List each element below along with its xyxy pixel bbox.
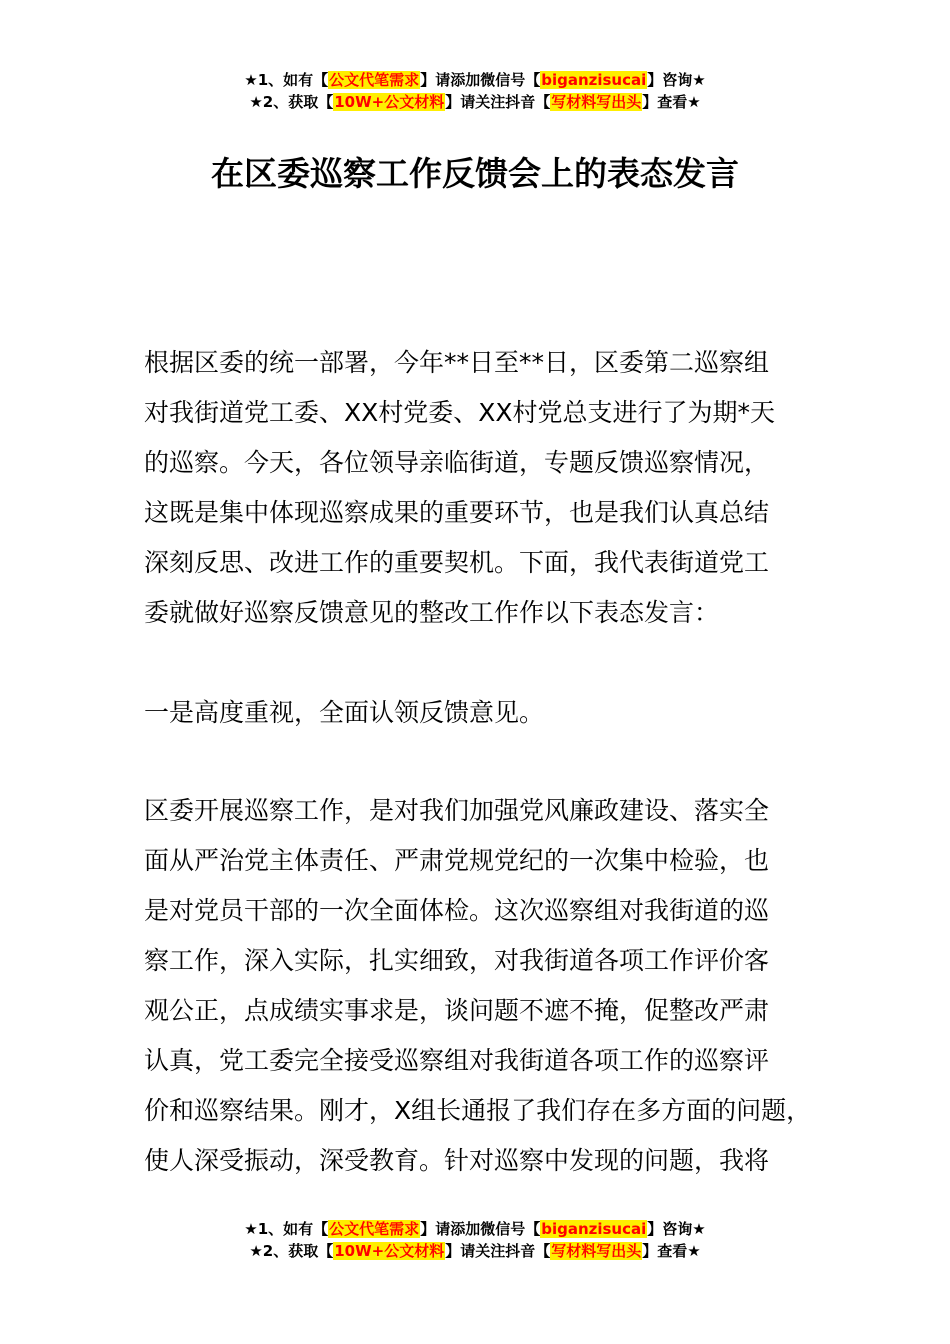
banner-line-1 [0,1218,950,1240]
banner-text: 】查看★ [642,1242,701,1260]
banner-text: 】咨询★ [647,71,706,89]
highlight-ghostwriting: 公文代笔需求 [329,71,420,89]
footer-banner [0,1218,950,1262]
text-line: 这既是集中体现巡察成果的重要环节，也是我们认真总结 [144,498,770,527]
banner-text: 】请关注抖音【 [445,1242,551,1260]
highlight-douyin: 写材料写出头 [551,1242,642,1260]
heading-text: 一是高度重视，全面认领反馈意见。 [144,698,545,727]
banner-line-2 [0,1240,950,1262]
text-line: 对我街道党工委、XX村党委、XX村党总支进行了为期*天 [144,398,776,427]
highlight-ghostwriting: 公文代笔需求 [329,1220,420,1238]
highlight-materials: 10W+公文材料 [334,1242,445,1260]
banner-text: 】咨询★ [647,1220,706,1238]
banner-line-2 [0,91,950,113]
banner-text: 】查看★ [642,93,701,111]
banner-text: ★2、获取【 [249,1242,334,1260]
text-line: 使人深受振动，深受教育。针对巡察中发现的问题，我将 [144,1146,770,1175]
text-line: 区委开展巡察工作，是对我们加强党风廉政建设、落实全 [144,796,770,825]
paragraph-intro [144,338,824,638]
text-line: 是对党员干部的一次全面体检。这次巡察组对我街道的巡 [144,896,770,925]
document-title: 在区委巡察工作反馈会上的表态发言 [211,154,739,193]
text-line: 观公正，点成绩实事求是，谈问题不遮不掩，促整改严肃 [144,996,770,1025]
text-line: 深刻反思、改进工作的重要契机。下面，我代表街道党工 [144,548,770,577]
text-line: 根据区委的统一部署，今年**日至**日，区委第二巡察组 [144,348,770,377]
text-line: 价和巡察结果。刚才，X组长通报了我们存在多方面的问题， [144,1096,812,1125]
text-line: 认真，党工委完全接受巡察组对我街道各项工作的巡察评 [144,1046,770,1075]
paragraph-section-1 [144,786,824,1186]
section-heading [144,688,824,738]
text-line: 委就做好巡察反馈意见的整改工作作以下表态发言： [144,598,720,627]
banner-text: 】请添加微信号【 [420,1220,541,1238]
banner-line-1 [0,69,950,91]
highlight-materials: 10W+公文材料 [334,93,445,111]
banner-text: 】请关注抖音【 [445,93,551,111]
highlight-douyin: 写材料写出头 [551,93,642,111]
highlight-wechat-id: biganzisucai [541,71,647,89]
banner-text: 】请添加微信号【 [420,71,541,89]
banner-text: ★1、如有【 [244,71,329,89]
text-line: 的巡察。今天，各位领导亲临街道，专题反馈巡察情况， [144,448,770,477]
header-banner [0,69,950,113]
text-line: 面从严治党主体责任、严肃党规党纪的一次集中检验，也 [144,846,770,875]
highlight-wechat-id: biganzisucai [541,1220,647,1238]
banner-text: ★2、获取【 [249,93,334,111]
banner-text: ★1、如有【 [244,1220,329,1238]
text-line: 察工作，深入实际，扎实细致，对我街道各项工作评价客 [144,946,770,975]
